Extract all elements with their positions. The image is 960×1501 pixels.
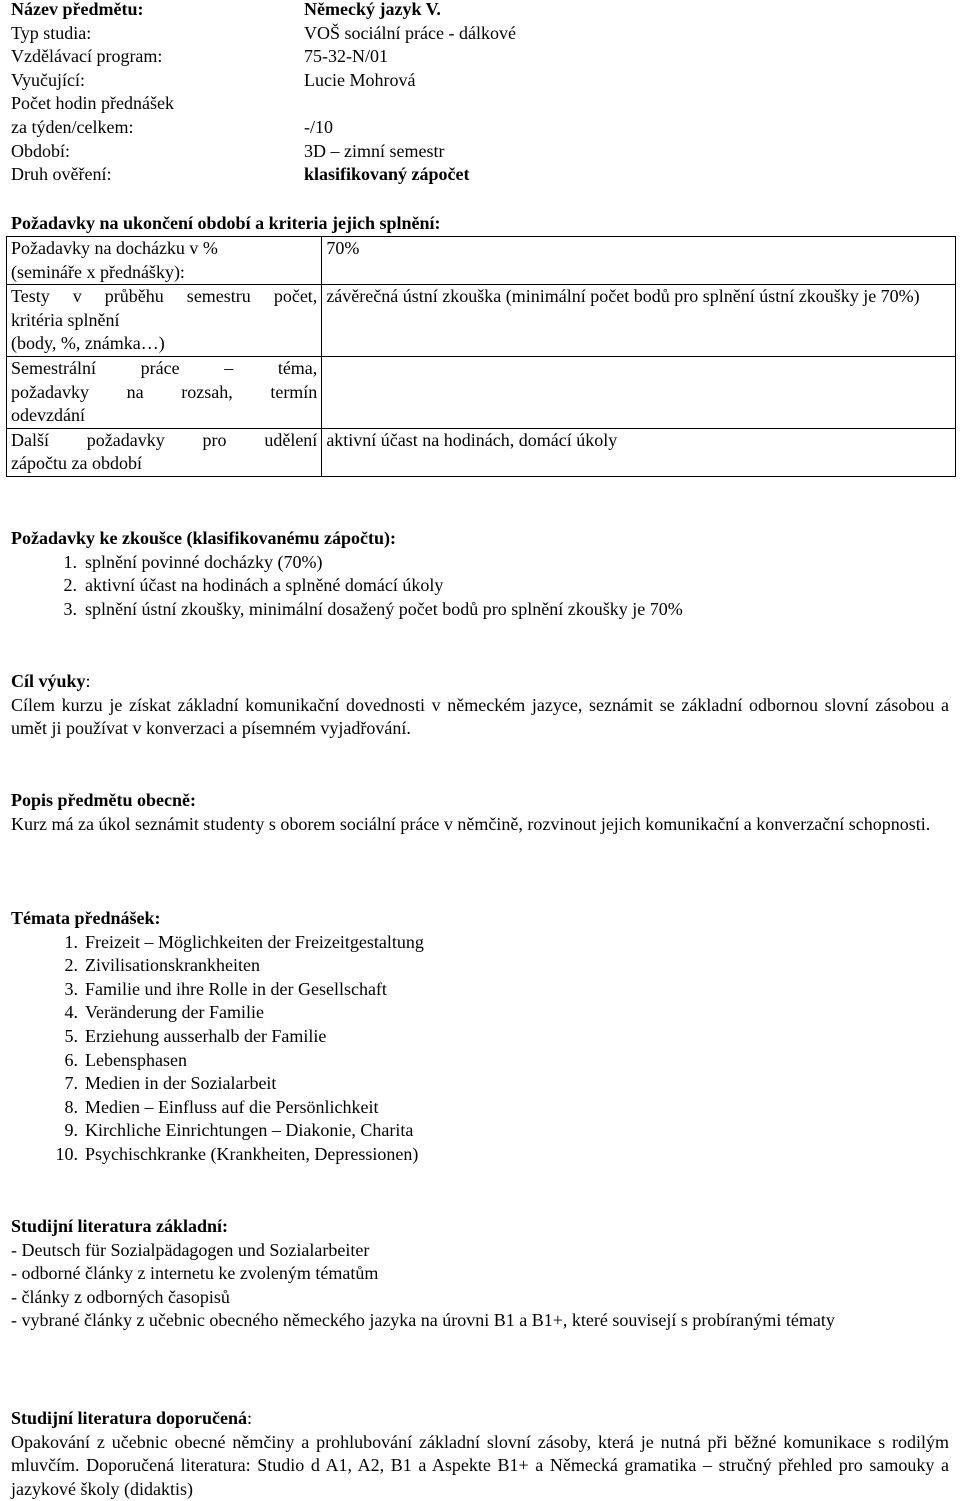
topic-text: Psychischkranke (Krankheiten, Depressionen) (85, 1143, 419, 1164)
topic-text: Freizeit – Möglichkeiten der Freizeitgestaltung (85, 931, 424, 952)
tests-label-cell (7, 285, 322, 357)
description-title: Popis předmětu obecně: (11, 790, 196, 810)
topics-title: Témata přednášek: (11, 908, 161, 928)
hours-label-2: za týden/celkem: (11, 116, 134, 137)
literature-basic-title: Studijní literatura základní: (11, 1216, 229, 1236)
topic-text: Zivilisationskrankheiten (85, 955, 260, 976)
list-item: 2. aktivní účast na hodinách a splněné domácí úkoly (63, 575, 444, 596)
literature-recommended-section (11, 1407, 949, 1501)
topic-text: Medien in der Sozialarbeit (85, 1073, 277, 1094)
tests-label-line-2: kritéria splnění (11, 309, 120, 330)
teacher-label: Vyučující: (11, 69, 85, 90)
semester-work-label-line-2: požadavky na rozsah, termín (11, 381, 318, 402)
attendance-value-cell: 70% (322, 237, 956, 285)
other-requirements-value-cell: aktivní účast na hodinách, domácí úkoly (322, 428, 956, 476)
study-type-row (11, 22, 611, 46)
semester-work-label-cell (7, 356, 322, 428)
other-requirements-label-line-1: Další požadavky pro udělení (11, 429, 318, 450)
hours-row (11, 116, 611, 140)
verification-label: Druh ověření: (11, 164, 112, 185)
topics-section (11, 907, 949, 1167)
table-row (7, 428, 956, 476)
topic-text: Familie und ihre Rolle in der Gesellschaft (85, 978, 387, 999)
goal-title: Cíl výuky (11, 671, 86, 691)
program-value: 75-32-N/01 (304, 46, 388, 67)
exam-item-text: splnění povinné docházky (70%) (85, 551, 323, 572)
topic-text: Veränderung der Familie (85, 1002, 264, 1023)
list-item: 9. Kirchliche Einrichtungen – Diakonie, Charita (64, 1120, 414, 1141)
table-row (7, 285, 956, 357)
semester-work-value-cell (322, 356, 956, 428)
list-item: 2. Zivilisationskrankheiten (64, 955, 260, 976)
description-section (11, 789, 949, 836)
topic-text: Medien – Einfluss auf die Persönlichkeit (85, 1096, 379, 1117)
list-item: 5. Erziehung ausserhalb der Familie (64, 1025, 327, 1046)
topic-text: Erziehung ausserhalb der Familie (85, 1025, 327, 1046)
list-item: 10. Psychischkranke (Krankheiten, Depressionen) (55, 1143, 419, 1164)
table-row (7, 356, 956, 428)
program-row (11, 45, 611, 69)
period-value: 3D – zimní semestr (304, 140, 445, 161)
period-label: Období: (11, 140, 71, 161)
topic-text: Lebensphasen (85, 1049, 187, 1070)
tests-label-line-3: (body, %, známka…) (11, 333, 165, 354)
semester-work-label-line-1: Semestrální práce – téma, (11, 357, 318, 378)
list-item: 6. Lebensphasen (64, 1049, 187, 1070)
list-item: 8. Medien – Einfluss auf die Persönlichkeit (64, 1096, 379, 1117)
teacher-value: Lucie Mohrová (304, 69, 416, 90)
period-row (11, 140, 611, 164)
topic-text: Kirchliche Einrichtungen – Diakonie, Charita (85, 1120, 414, 1141)
list-item: 3. splnění ústní zkoušky, minimální dosažený počet bodů pro splnění zkoušky je 70% (63, 598, 683, 619)
attendance-label-line-2: (semináře x přednášky): (11, 261, 185, 282)
list-item: 1. Freizeit – Möglichkeiten der Freizeitgestaltung (64, 931, 424, 952)
tests-value-cell: závěrečná ústní zkouška (minimální počet bodů pro splnění ústní zkoušky je 70%) (322, 285, 956, 357)
study-type-value: VOŠ sociální práce - dálkové (304, 22, 516, 43)
subject-row (11, 0, 611, 22)
study-type-label: Typ studia: (11, 22, 92, 43)
attendance-label-cell (7, 237, 322, 285)
literature-item: - odborné články z internetu ke zvoleným tématům (11, 1263, 379, 1284)
subject-value: Německý jazyk V. (304, 0, 441, 19)
literature-basic-section (11, 1215, 949, 1333)
teacher-row (11, 69, 611, 93)
list-item: 3. Familie und ihre Rolle in der Gesellschaft (64, 978, 387, 999)
subject-label: Název předmětu: (11, 0, 144, 19)
table-row (7, 237, 956, 285)
attendance-label-line-1: Požadavky na docházku v % (11, 238, 218, 258)
semester-work-label-line-3: odevzdání (11, 405, 85, 426)
description-text: Kurz má za úkol seznámit studenty s oborem sociální práce v němčině, rozvinout jejich komunikační a konverzační schopnosti. (11, 813, 931, 834)
literature-recommended-title: Studijní literatura doporučená (11, 1408, 248, 1428)
exam-list (11, 551, 949, 622)
verification-row (11, 163, 611, 187)
list-item: 1. splnění povinné docházky (70%) (63, 551, 323, 572)
goal-heading (11, 670, 949, 694)
list-item: 4. Veränderung der Familie (64, 1002, 264, 1023)
exam-item-text: aktivní účast na hodinách a splněné domácí úkoly (85, 575, 444, 596)
other-requirements-label-cell (7, 428, 322, 476)
requirements-table (6, 236, 956, 477)
topics-list (11, 931, 949, 1167)
literature-item: - Deutsch für Sozialpädagogen und Sozialarbeiter (11, 1239, 370, 1260)
literature-recommended-text: Opakování z učebnic obecné němčiny a prohlubování základní slovní zásoby, která je nutná při běžné komunikace s rodilým mluvčím. Doporučená literatura: Studio d A1, A2, B1 a Aspekte B1+ a Německá gramatika – stručný přehled pro samouky a jazykové školy (didaktis) (11, 1431, 949, 1499)
hours-label-1: Počet hodin přednášek (11, 93, 174, 114)
literature-item: - články z odborných časopisů (11, 1286, 230, 1307)
hours-label-row (11, 92, 611, 116)
exam-title: Požadavky ke zkoušce (klasifikovanému zápočtu): (11, 528, 397, 548)
exam-item-text: splnění ústní zkoušky, minimální dosažený počet bodů pro splnění zkoušky je 70% (85, 598, 683, 619)
other-requirements-label-line-2: zápočtu za období (11, 453, 142, 474)
tests-label-line-1: Testy v průběhu semestru počet, (11, 286, 318, 307)
program-label: Vzdělávací program: (11, 46, 163, 67)
hours-value: -/10 (304, 116, 333, 137)
list-item: 7. Medien in der Sozialarbeit (64, 1073, 277, 1094)
goal-section (11, 670, 949, 741)
course-header (11, 0, 611, 187)
literature-recommended-heading (11, 1407, 949, 1431)
literature-recommended-colon: : (247, 1408, 253, 1428)
requirements-title: Požadavky na ukončení období a kriteria jejich splnění: (11, 213, 441, 233)
goal-colon: : (85, 671, 91, 691)
exam-section (11, 527, 949, 621)
literature-item: - vybrané články z učebnic obecného německého jazyka na úrovni B1 a B1+, které souvisejí s probíranými tématy (11, 1310, 835, 1331)
verification-value: klasifikovaný zápočet (304, 164, 470, 185)
goal-text: Cílem kurzu je získat základní komunikační dovednosti v německém jazyce, seznámit se základní odbornou slovní zásobou a umět ji používat v konverzaci a písemném vyjadřování. (11, 694, 949, 739)
